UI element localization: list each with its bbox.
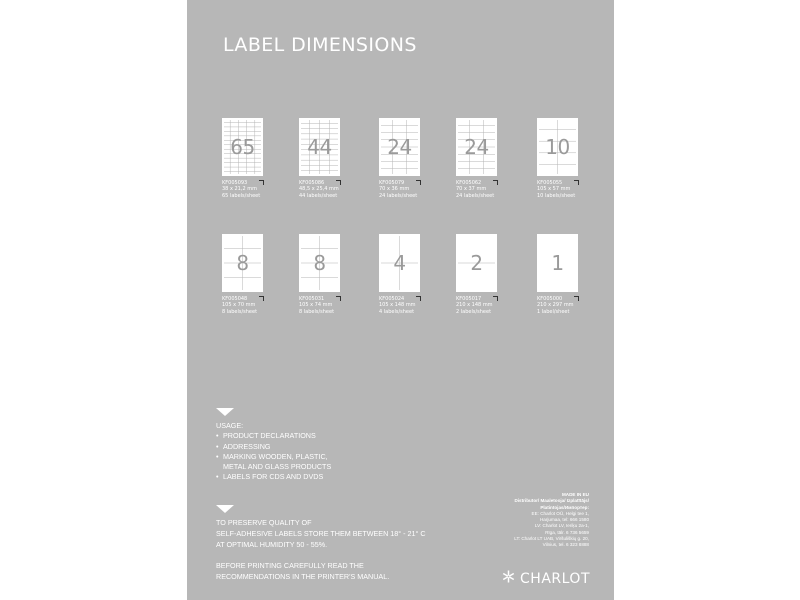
preserve-line: AT OPTIMAL HUMIDITY 50 - 55%.	[216, 540, 328, 550]
label-code: KF005055	[537, 180, 563, 186]
label-size: 105 x 148 mm	[379, 302, 416, 309]
label-count-text: 8 labels/sheet	[299, 308, 335, 315]
label-count-text: 65 labels/sheet	[222, 192, 261, 199]
label-meta	[299, 180, 369, 199]
usage-heading: USAGE:	[216, 421, 244, 430]
bullet-icon: •	[216, 451, 219, 461]
label-meta	[456, 180, 526, 199]
label-count-text: 1 label/sheet	[537, 308, 570, 315]
label-count-text: 10 labels/sheet	[537, 192, 576, 199]
label-code: KF005062	[456, 180, 482, 186]
label-size: 105 x 57 mm	[537, 186, 571, 193]
label-count-number: 24	[387, 135, 412, 159]
label-count-number: 10	[545, 135, 570, 159]
label-card	[222, 234, 292, 315]
label-meta	[537, 180, 607, 199]
distributor-line: EE: Charlot OÜ, Helgi tee 1,	[531, 510, 589, 516]
label-card	[379, 234, 449, 315]
label-sheet-thumbnail	[222, 118, 263, 176]
usage-item	[216, 472, 331, 482]
usage-item	[216, 431, 331, 441]
label-count-text: 24 labels/sheet	[379, 192, 418, 199]
label-count-number: 8	[313, 251, 326, 275]
label-meta	[456, 296, 526, 315]
bullet-icon: •	[216, 472, 219, 482]
distributor-line: LT: Charlot LT UAB, Viršuliškių g. 20,	[514, 536, 589, 542]
label-code: KF005000	[537, 296, 563, 302]
label-code: KF005024	[379, 296, 405, 302]
label-sheet-thumbnail	[379, 234, 420, 292]
label-code: KF005031	[299, 296, 325, 302]
preserve-line: BEFORE PRINTING CAREFULLY READ THE	[216, 560, 364, 570]
label-sheet-thumbnail	[222, 234, 263, 292]
label-code: KF005017	[456, 296, 482, 302]
label-sheet-thumbnail	[299, 234, 340, 292]
brand-name: CHARLOT	[520, 570, 590, 587]
usage-item-text: METAL AND GLASS PRODUCTS	[223, 462, 332, 472]
label-sheet-thumbnail	[456, 118, 497, 176]
usage-item-text: MARKING WOODEN, PLASTIC,	[223, 451, 328, 461]
label-meta	[379, 180, 449, 199]
charlot-mark-icon	[501, 569, 516, 588]
label-code: KF005048	[222, 296, 248, 302]
usage-list	[216, 431, 331, 482]
label-count-number: 8	[236, 251, 249, 275]
preserve-section	[216, 517, 426, 582]
label-sheet-thumbnail	[379, 118, 420, 176]
distributor-line: Vilnius, tel. 6 323 8888	[542, 542, 589, 548]
label-size: 70 x 37 mm	[456, 186, 487, 193]
distributor-info	[439, 492, 589, 549]
label-dimensions-sheet	[187, 0, 614, 600]
preserve-arrow-icon	[216, 505, 234, 513]
label-meta	[222, 296, 292, 315]
label-card	[222, 118, 292, 199]
label-code: KF005086	[299, 180, 325, 186]
label-card	[299, 118, 369, 199]
label-size: 210 x 148 mm	[456, 302, 493, 309]
label-card	[456, 118, 526, 199]
usage-item	[216, 452, 331, 473]
label-sheet-thumbnail	[537, 234, 578, 292]
preserve-line: TO PRESERVE QUALITY OF	[216, 518, 312, 527]
usage-section	[216, 421, 331, 483]
usage-item-text: LABELS FOR CDS AND DVDS	[223, 472, 324, 482]
made-in: MADE IN EU	[561, 492, 589, 497]
distributor-line: Rīga, tālr. 6 736 5659	[545, 529, 589, 535]
distributor-heading: Platintojas/Импортер:	[540, 504, 589, 510]
distributor-line: Harjumaa, tel: 666 1580	[539, 517, 589, 523]
label-count-text: 4 labels/sheet	[379, 308, 415, 315]
usage-arrow-icon	[216, 408, 234, 416]
label-meta	[379, 296, 449, 315]
label-card	[537, 118, 607, 199]
label-count-number: 4	[393, 251, 406, 275]
label-meta	[222, 180, 292, 199]
label-size: 210 x 297 mm	[537, 302, 574, 309]
label-count-text: 8 labels/sheet	[222, 308, 258, 315]
label-card	[537, 234, 607, 315]
label-count-number: 2	[470, 251, 483, 275]
label-count-number: 44	[307, 135, 332, 159]
preserve-line: SELF-ADHESIVE LABELS STORE THEM BETWEEN 18° - 21° C	[216, 529, 426, 539]
distributor-line: LV: Charlot LV, Ieriķu 2a-1,	[534, 523, 589, 529]
label-meta	[299, 296, 369, 315]
label-size: 38 x 21,2 mm	[222, 186, 257, 193]
label-card	[299, 234, 369, 315]
usage-item	[216, 442, 331, 452]
bullet-icon: •	[216, 441, 219, 451]
distributor-heading: Distributor/ Maaletooja/ Izplatītājs/	[514, 498, 589, 504]
usage-item-text: PRODUCT DECLARATIONS	[223, 431, 316, 441]
label-code: KF005093	[222, 180, 248, 186]
label-count-number: 1	[551, 251, 564, 275]
label-count-text: 24 labels/sheet	[456, 192, 495, 199]
label-count-text: 2 labels/sheet	[456, 308, 492, 315]
label-size: 48,5 x 25,4 mm	[299, 186, 339, 193]
label-size: 105 x 70 mm	[222, 302, 256, 309]
label-count-number: 65	[230, 135, 255, 159]
label-sheet-thumbnail	[456, 234, 497, 292]
label-code: KF005079	[379, 180, 405, 186]
label-size: 70 x 36 mm	[379, 186, 410, 193]
label-count-number: 24	[464, 135, 489, 159]
charlot-logo	[501, 569, 590, 588]
label-sheet-thumbnail	[537, 118, 578, 176]
label-count-text: 44 labels/sheet	[299, 192, 338, 199]
label-meta	[537, 296, 607, 315]
preserve-line: RECOMMENDATIONS IN THE PRINTER'S MANUAL.	[216, 571, 390, 581]
label-card	[379, 118, 449, 199]
usage-item-text: ADDRESSING	[223, 441, 271, 451]
label-card	[456, 234, 526, 315]
page-title: LABEL DIMENSIONS	[223, 34, 417, 56]
bullet-icon: •	[216, 431, 219, 441]
label-size: 105 x 74 mm	[299, 302, 333, 309]
label-sheet-thumbnail	[299, 118, 340, 176]
